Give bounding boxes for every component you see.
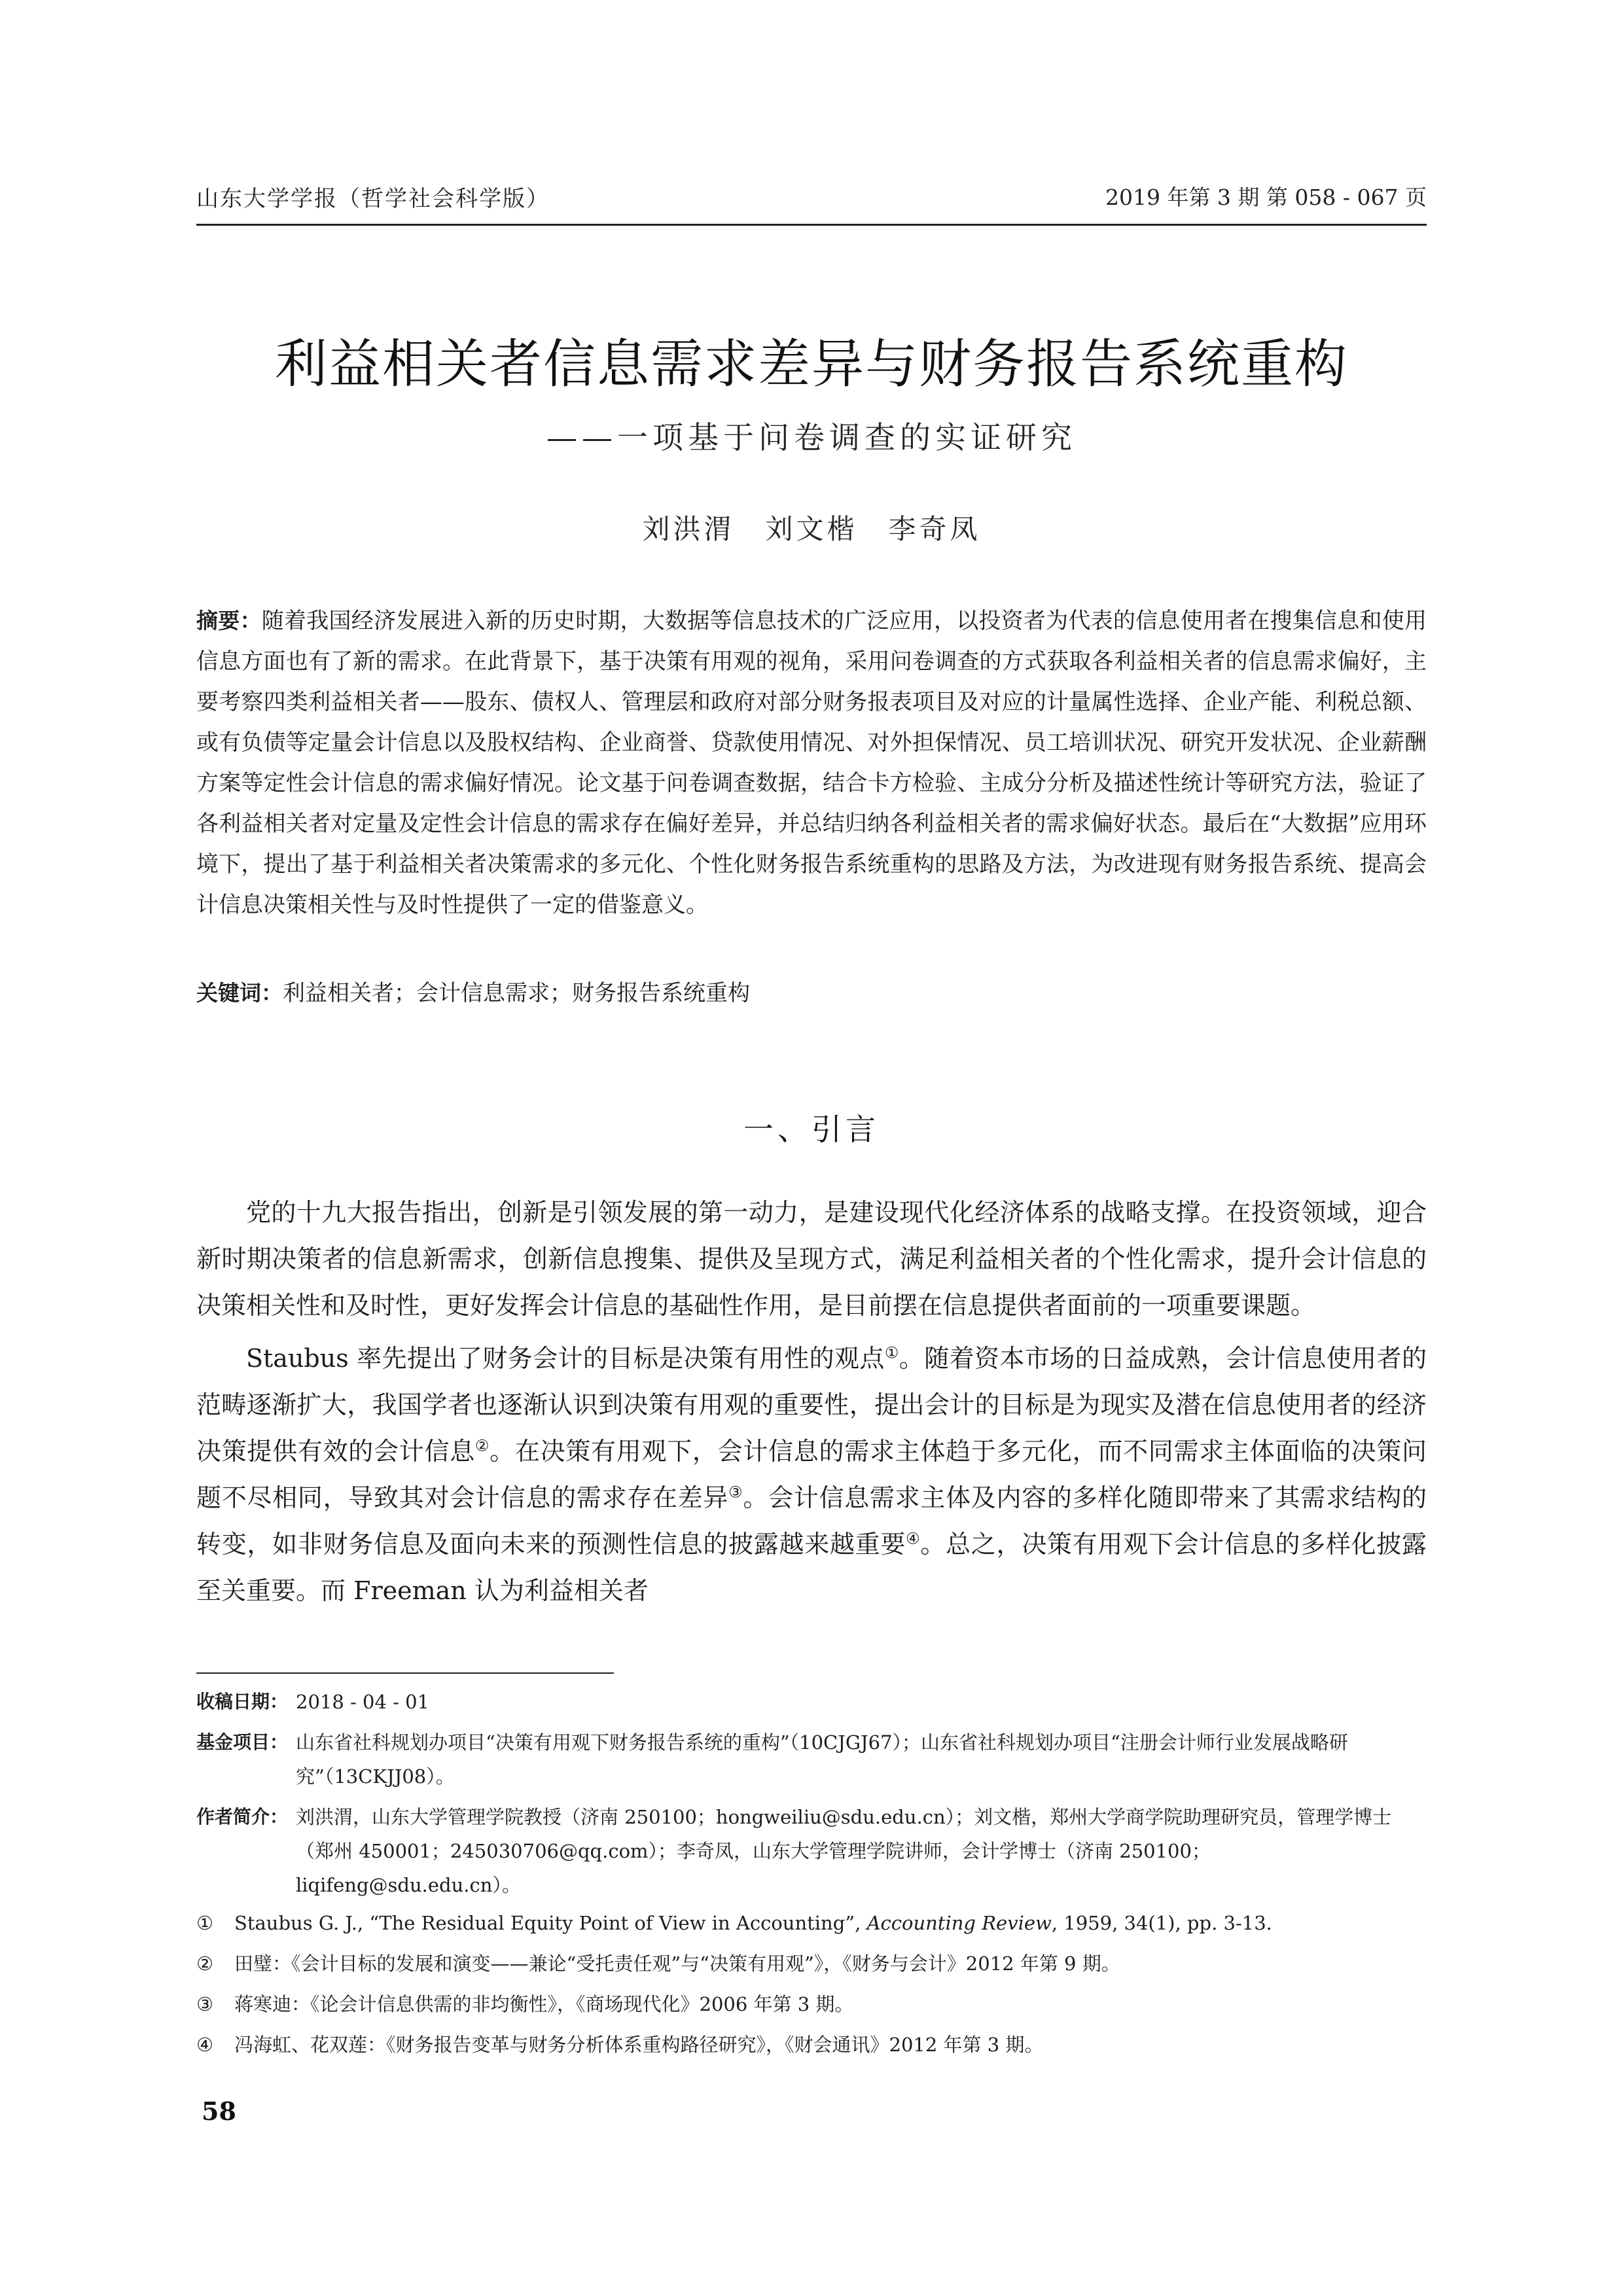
footnote-marker[interactable]: ① (884, 1343, 899, 1362)
footnote-marker[interactable]: ③ (728, 1483, 743, 1502)
footnote-3 (196, 1987, 1427, 2021)
abstract-label: 摘要： (196, 608, 262, 633)
footnote-marker[interactable]: ④ (906, 1529, 921, 1548)
body-text-run: 。随着资本市场的日益成熟，会计信息使用者的范畴逐渐扩大，我国学者也逐渐认识到决策有用观的重要性，提出会计的目标是为现实及潜在信息使用者的经济决策提供有效的会计信息 (196, 1344, 1427, 1466)
fund-row (196, 1725, 1427, 1793)
footnote-text: 田璧：《会计目标的发展和演变——兼论“受托责任观”与“决策有用观”》，《财务与会计》2012 年第 9 期。 (234, 1952, 1120, 1975)
footnote-text: Staubus G. J., “The Residual Equity Point of View in Accounting”, (234, 1912, 867, 1934)
footnote-number: ③ (196, 1993, 213, 2015)
received-date-row (196, 1685, 1427, 1719)
section-heading: 一、引言 (743, 1112, 880, 1147)
footnote-rule (196, 1672, 614, 1674)
footnotes (196, 1906, 1427, 2068)
footnote-journal: Accounting Review (866, 1912, 1052, 1934)
article-subtitle: ——一项基于问卷调查的实证研究 (546, 420, 1077, 456)
page-number: 58 (202, 2096, 236, 2126)
body-text-run: 。会计信息需求主体及内容的多样化随即带来了其需求结构的转变，如非财务信息及面向未来的预测性信息的披露越来越重要 (196, 1483, 1427, 1559)
footnote-4 (196, 2028, 1427, 2062)
footnote-number: ④ (196, 2034, 213, 2056)
fund-text: 山东省社科规划办项目“决策有用观下财务报告系统的重构”（10CJGJ67）；山东省社科规划办项目“注册会计师行业发展战略研究”（13CKJJ08）。 (296, 1731, 1348, 1788)
journal-name: 山东大学学报（哲学社会科学版） (196, 186, 550, 212)
fund-label: 基金项目： (196, 1731, 289, 1753)
header-rule (196, 224, 1427, 226)
abstract-text: 随着我国经济发展进入新的历史时期，大数据等信息技术的广泛应用，以投资者为代表的信息使用者在搜集信息和使用信息方面也有了新的需求。在此背景下，基于决策有用观的视角，采用问卷调查的方式获取各利益相关者的信息需求偏好，主要考察四类利益相关者——股东、债权人、管理层和政府对部分财务报表项目及对应的计量属性选择、企业产能、利税总额、或有负债等定量会计信息以及股权结构、企业商誉、贷款使用情况、对外担保情况、员工培训状况、研究开发状况、企业薪酬方案等定性会计信息的需求偏好情况。论文基于问卷调查数据，结合卡方检验、主成分分析及描述性统计等研究方法，验证了各利益相关者对定量及定性会计信息的需求存在偏好差异，并总结归纳各利益相关者的需求偏好状态。最后在“大数据”应用环境下，提出了基于利益相关者决策需求的多元化、个性化财务报告系统重构的思路及方法，为改进现有财务报告系统、提高会计信息决策相关性与及时性提供了一定的借鉴意义。 (196, 608, 1427, 918)
abstract (196, 601, 1427, 925)
body-paragraph: 党的十九大报告指出，创新是引领发展的第一动力，是建设现代化经济体系的战略支撑。在投资领域，迎合新时期决策者的信息新需求，创新信息搜集、提供及呈现方式，满足利益相关者的个性化需求，提升会计信息的决策相关性和及时性，更好发挥会计信息的基础性作用，是目前摆在信息提供者面前的一项重要课题。 (196, 1198, 1427, 1320)
keywords (196, 973, 1427, 1014)
body-text-run: 。总之，决策有用观下会计信息的多样化披露至关重要。而 Freeman 认为利益相关者 (196, 1530, 1427, 1605)
footnote-text: , 1959, 34(1), pp. 3-13. (1051, 1912, 1272, 1934)
author-info-label: 作者简介： (196, 1806, 289, 1828)
body-text-run: Staubus 率先提出了财务会计的目标是决策有用性的观点 (246, 1344, 885, 1373)
footnote-marker[interactable]: ② (474, 1436, 490, 1455)
footnote-number: ② (196, 1952, 213, 1975)
running-header (196, 177, 1427, 216)
article-title: 利益相关者信息需求差异与财务报告系统重构 (275, 334, 1348, 395)
article-authors: 刘洪渭 刘文楷 李奇凤 (642, 513, 981, 545)
footnote-2 (196, 1947, 1427, 1981)
footnote-text: 冯海虹、花双莲：《财务报告变革与财务分析体系重构路径研究》，《财会通讯》2012 年第 3 期。 (234, 2034, 1044, 2056)
issue-info: 2019 年第 3 期 第 058 - 067 页 (1105, 185, 1427, 210)
received-label: 收稿日期： (196, 1691, 289, 1712)
footnote-text: 蒋寒迪：《论会计信息供需的非均衡性》，《商场现代化》2006 年第 3 期。 (234, 1993, 854, 2015)
body-text-run: 。在决策有用观下，会计信息的需求主体趋于多元化，而不同需求主体面临的决策问题不尽相同，导致其对会计信息的需求存在差异 (196, 1437, 1427, 1512)
received-date: 2018 - 04 - 01 (296, 1691, 430, 1713)
article-metadata (196, 1685, 1427, 1909)
body-paragraph (196, 1335, 1427, 1614)
author-info-text: 刘洪渭，山东大学管理学院教授（济南 250100；hongweiliu@sdu.edu.cn）；刘文楷，郑州大学商学院助理研究员，管理学博士（郑州 450001；245030706@qq.com）；李奇凤，山东大学管理学院讲师，会计学博士（济南 250100；liqifeng@sdu.edu.cn）。 (296, 1806, 1392, 1896)
body-text (196, 1190, 1427, 1621)
keywords-label: 关键词： (196, 980, 283, 1006)
footnote-number: ① (196, 1912, 213, 1934)
footnote-1 (196, 1906, 1427, 1940)
author-info-row (196, 1800, 1427, 1902)
keywords-text: 利益相关者；会计信息需求；财务报告系统重构 (283, 980, 750, 1006)
